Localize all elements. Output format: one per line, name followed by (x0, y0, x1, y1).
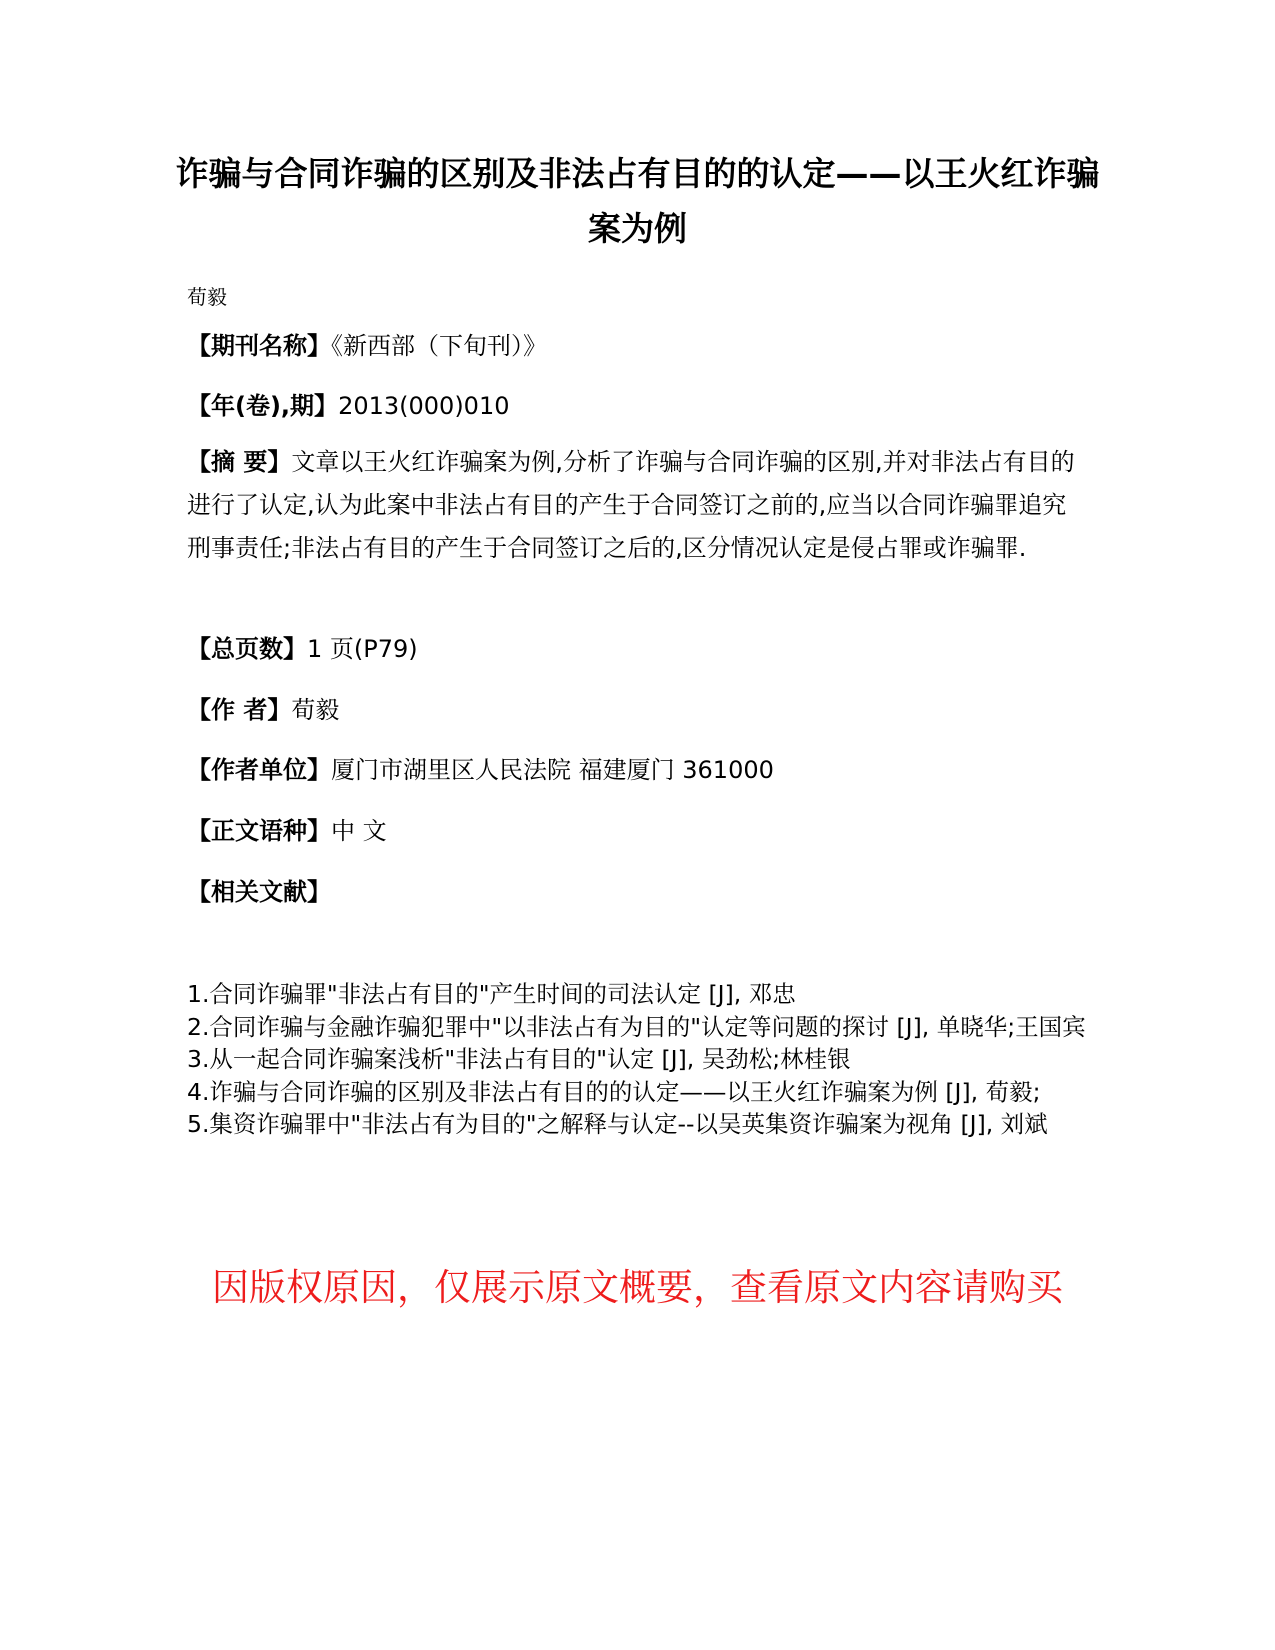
reference-item[interactable]: 1.合同诈骗罪"非法占有目的"产生时间的司法认定 [J], 邓忠 (187, 980, 796, 1008)
field-value: 2013(000)010 (338, 392, 510, 420)
field-journal-name (187, 330, 1087, 362)
field-label: 【摘 要】 (187, 448, 292, 476)
field-label: 【作者单位】 (187, 756, 331, 784)
reference-item[interactable]: 3.从一起合同诈骗案浅析"非法占有目的"认定 [J], 吴劲松;林桂银 (187, 1045, 851, 1073)
field-label: 【期刊名称】 (187, 332, 331, 360)
field-related-literature (187, 876, 1087, 908)
reference-item[interactable]: 2.合同诈骗与金融诈骗犯罪中"以非法占有为目的"认定等问题的探讨 [J], 单晓华;王国宾 (187, 1012, 1086, 1041)
field-value: 《新西部（下旬刊）》 (331, 332, 547, 360)
field-label: 【总页数】 (187, 635, 307, 663)
field-label: 【相关文献】 (187, 878, 331, 906)
field-year-volume-issue (187, 390, 1087, 422)
field-author (187, 694, 1087, 726)
field-author-affiliation (187, 754, 1087, 786)
copyright-notice: 因版权原因，仅展示原文概要，查看原文内容请购买 (212, 1266, 1063, 1309)
field-language (187, 815, 1087, 847)
reference-item[interactable]: 4.诈骗与合同诈骗的区别及非法占有目的的认定——以王火红诈骗案为例 [J], 荀毅; (187, 1077, 1041, 1106)
field-abstract (187, 441, 1087, 570)
field-value: 1 页(P79) (307, 635, 418, 663)
document-title: 诈骗与合同诈骗的区别及非法占有目的的认定——以王火红诈骗案为例 (175, 154, 1100, 248)
field-label: 【正文语种】 (187, 817, 331, 845)
field-value: 荀毅 (291, 696, 340, 724)
author-byline: 荀毅 (187, 285, 227, 309)
field-value: 中 文 (331, 817, 387, 845)
field-value: 厦门市湖里区人民法院 福建厦门 361000 (331, 756, 774, 784)
field-label: 【作 者】 (187, 696, 292, 724)
reference-item[interactable]: 5.集资诈骗罪中"非法占有为目的"之解释与认定--以吴英集资诈骗案为视角 [J], 刘斌 (187, 1110, 1048, 1138)
field-value: 文章以王火红诈骗案为例,分析了诈骗与合同诈骗的区别,并对非法占有目的进行了认定,认为此案中非法占有目的产生于合同签订之前的,应当以合同诈骗罪追究刑事责任;非法占有目的产生于合同签订之后的,区分情况认定是侵占罪或诈骗罪. (187, 448, 1075, 562)
field-total-pages (187, 633, 1087, 665)
field-label: 【年(卷),期】 (187, 392, 339, 420)
reference-list (187, 978, 1087, 1141)
